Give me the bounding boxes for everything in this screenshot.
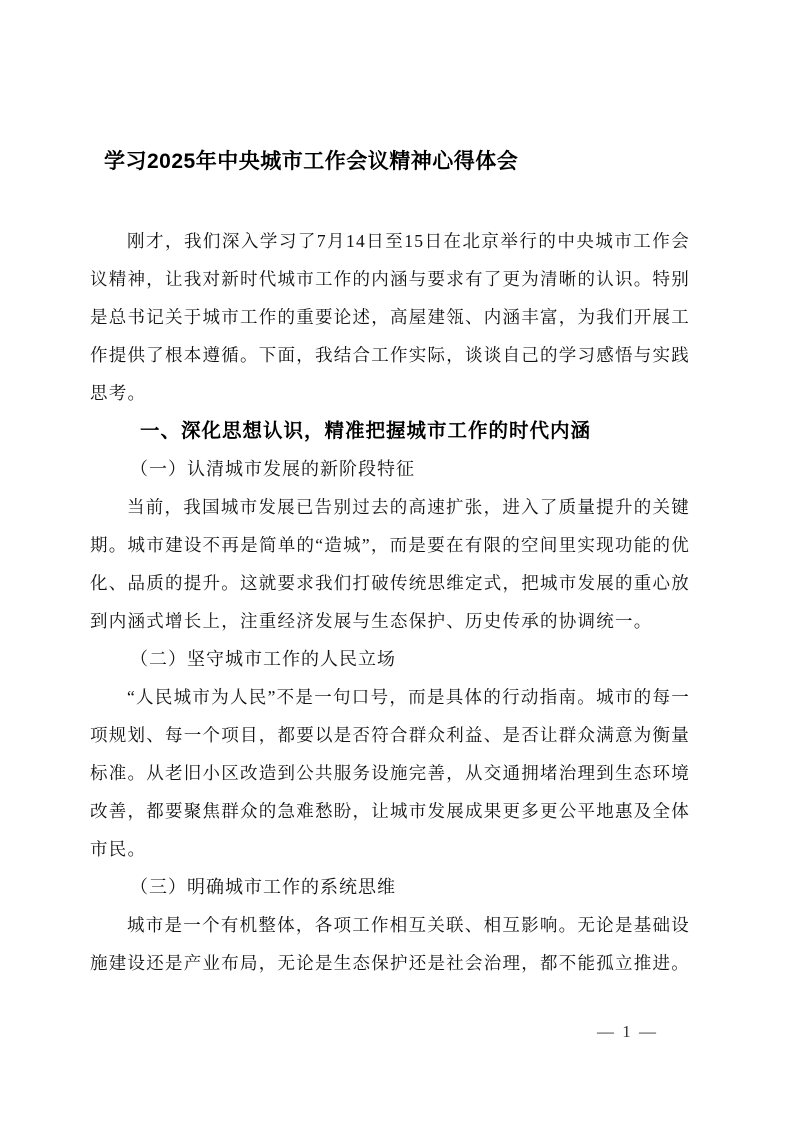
subsection-1-heading: （一）认清城市发展的新阶段特征 — [130, 459, 415, 479]
page-number: — 1 — — [597, 1022, 658, 1041]
subsection-3-paragraph: 城市是一个有机整体，各项工作相互关联、相互影响。无论是基础设施建设还是产业布局，无论是生态保护还是社会治理，都不能孤立推进。 — [90, 915, 690, 973]
subsection-2-paragraph: “人民城市为人民”不是一句口号，而是具体的行动指南。城市的每一项规划、每一个项目，都要以是否符合群众利益、是否让群众满意为衡量标准。从老旧小区改造到公共服务设施完善，从交通拥堵治理到生态环境改善，都要聚焦群众的急难愁盼，让城市发展成果更多更公平地惠及全体市民。 — [90, 687, 690, 859]
subsection-3-heading: （三）明确城市工作的系统思维 — [130, 877, 396, 897]
section-1-heading: 一、深化思想认识，精准把握城市工作的时代内涵 — [140, 420, 592, 442]
intro-paragraph: 刚才，我们深入学习了7月14日至15日在北京举行的中央城市工作会议精神，让我对新时代城市工作的内涵与要求有了更为清晰的认识。特别是总书记关于城市工作的重要论述，高屋建瓴、内涵丰富，为我们开展工作提供了根本遵循。下面，我结合工作实际，谈谈自己的学习感悟与实践思考。 — [90, 231, 690, 403]
subsection-1-paragraph: 当前，我国城市发展已告别过去的高速扩张，进入了质量提升的关键期。城市建设不再是简单的“造城”，而是要在有限的空间里实现功能的优化、品质的提升。这就要求我们打破传统思维定式，把城市发展的重心放到内涵式增长上，注重经济发展与生态保护、历史传承的协调统一。 — [90, 497, 690, 631]
subsection-2-heading: （二）坚守城市工作的人民立场 — [130, 649, 396, 669]
document-title: 学习2025年中央城市工作会议精神心得体会 — [104, 150, 519, 173]
document-content — [90, 0, 690, 982]
